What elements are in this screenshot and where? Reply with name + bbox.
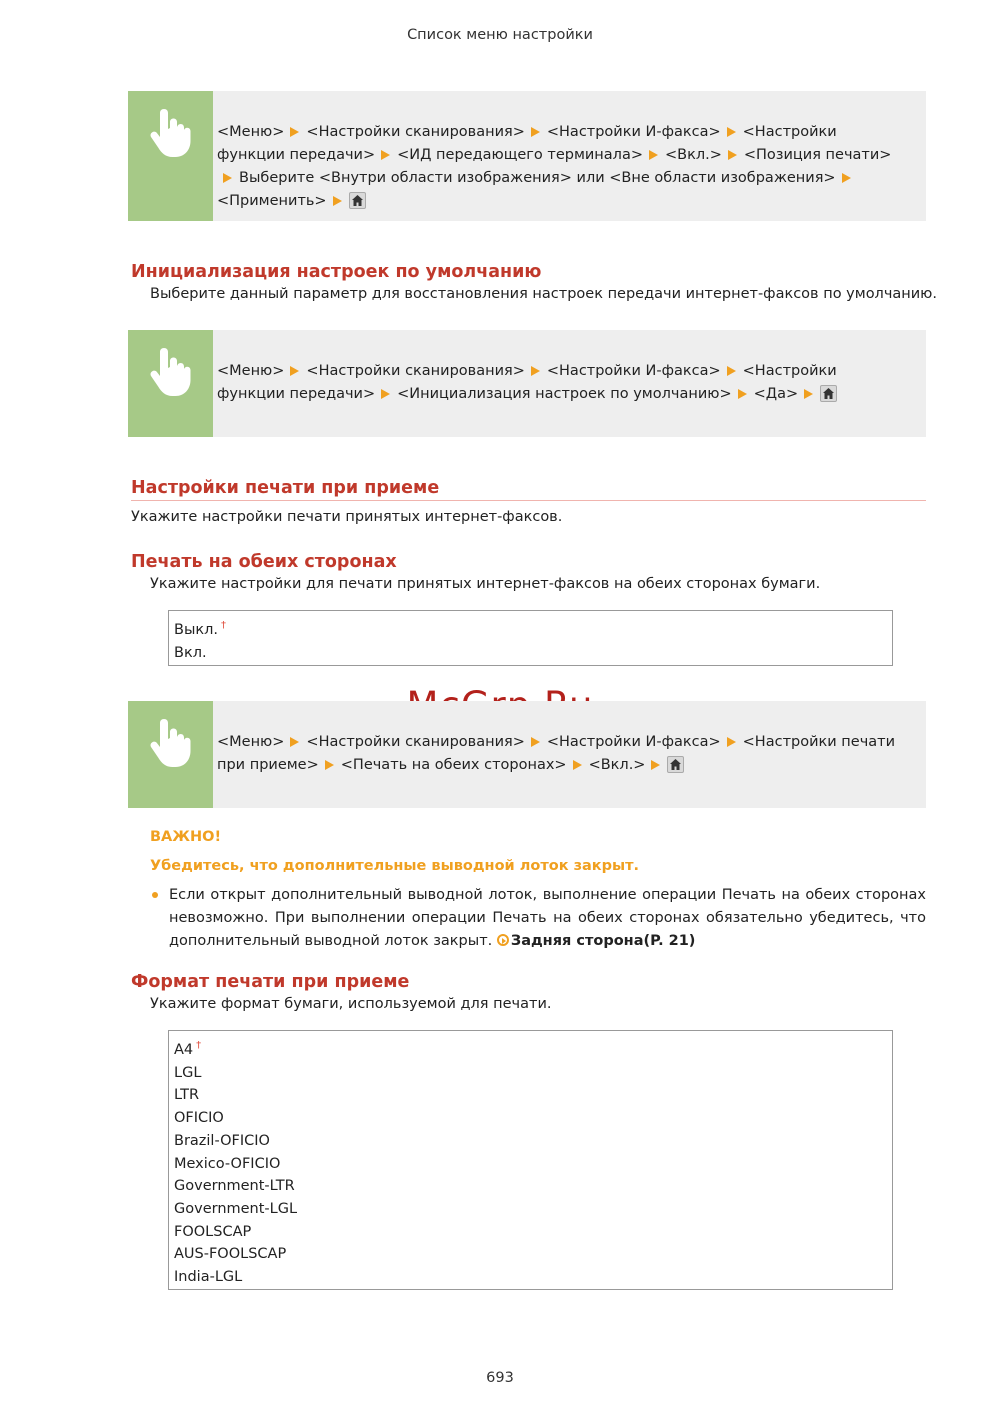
option-item: Government-LGL	[174, 1200, 298, 1217]
arrow-icon	[842, 173, 851, 183]
important-label: ВАЖНО!	[150, 829, 222, 845]
option-item: Выкл. †	[174, 620, 227, 638]
procedure-steps: <Меню> <Настройки сканирования> <Настройки И-факса> <Настройки функции передачи> <ИД передающего терминала> <Вкл.> <Позиция печати>Выберите <Внутри области изображения> или <Вне области изображения><Применить>	[217, 124, 892, 209]
procedure-box-transmit-id	[128, 91, 926, 221]
section-title-init: Инициализация настроек по умолчанию	[131, 262, 542, 282]
section-description-format: Укажите формат бумаги, используемой для печати.	[150, 996, 552, 1012]
arrow-icon	[727, 127, 736, 137]
cross-reference-link[interactable]: Задняя сторона(P. 21)	[497, 933, 696, 949]
section-title-duplex: Печать на обеих сторонах	[131, 552, 397, 572]
option-item: OFICIO	[174, 1110, 224, 1127]
page-number: 693	[486, 1370, 514, 1386]
option-item: LTR	[174, 1087, 200, 1104]
arrow-icon	[727, 366, 736, 376]
option-item: AUS-FOOLSCAP	[174, 1246, 287, 1263]
arrow-icon	[290, 127, 299, 137]
section-title-format: Формат печати при приеме	[131, 972, 410, 992]
arrow-icon	[738, 389, 747, 399]
hand-icon	[128, 91, 213, 221]
link-arrow-icon	[497, 934, 509, 946]
important-text: Если открыт дополнительный выводной лоток, выполнение операции Печать на обеих сторонах невозможно. При выполнении операции Печать на обеих сторонах обязательно убедитесь, что дополнительный выводной лоток закрыт. Задняя сторона(P. 21)	[169, 887, 926, 949]
bullet-icon	[152, 892, 158, 898]
procedure-steps: <Меню> <Настройки сканирования> <Настройки И-факса> <Настройки функции передачи> <Инициализация настроек по умолчанию> <Да>	[217, 363, 837, 402]
arrow-icon	[290, 366, 299, 376]
arrow-icon	[325, 760, 334, 770]
option-item: Mexico-OFICIO	[174, 1155, 281, 1172]
arrow-icon	[381, 389, 390, 399]
arrow-icon	[727, 737, 736, 747]
arrow-icon	[381, 150, 390, 160]
option-item: India-LGL	[174, 1269, 243, 1286]
option-item: A4 †	[174, 1040, 202, 1058]
options-box-duplex	[168, 610, 893, 666]
section-title-print: Настройки печати при приеме	[131, 478, 440, 498]
section-description-duplex: Укажите настройки для печати принятых интернет-факсов на обеих сторонах бумаги.	[150, 576, 821, 592]
procedure-steps: <Меню> <Настройки сканирования> <Настройки И-факса> <Настройки печати при приеме> <Печать на обеих сторонах> <Вкл.>	[217, 734, 896, 773]
procedure-box-init	[128, 330, 926, 437]
home-key-icon	[667, 756, 684, 773]
arrow-icon	[223, 173, 232, 183]
arrow-icon	[531, 127, 540, 137]
default-mark: †	[196, 1040, 202, 1051]
hand-icon	[128, 701, 213, 808]
arrow-icon	[531, 366, 540, 376]
arrow-icon	[333, 196, 342, 206]
arrow-icon	[649, 150, 658, 160]
important-subtitle: Убедитесь, что дополнительные выводной лоток закрыт.	[150, 858, 640, 874]
arrow-icon	[531, 737, 540, 747]
section-description-print: Укажите настройки печати принятых интернет-факсов.	[131, 509, 563, 525]
option-item: FOOLSCAP	[174, 1223, 252, 1240]
arrow-icon	[804, 389, 813, 399]
arrow-icon	[573, 760, 582, 770]
arrow-icon	[728, 150, 737, 160]
option-item: LGL	[174, 1064, 202, 1081]
arrow-icon	[290, 737, 299, 747]
procedure-box-duplex	[128, 701, 926, 808]
arrow-icon	[651, 760, 660, 770]
option-item: Government-LTR	[174, 1178, 295, 1195]
section-description-init: Выберите данный параметр для восстановления настроек передачи интернет-факсов по умолчанию.	[150, 286, 938, 302]
page-header: Список меню настройки	[407, 27, 593, 43]
home-key-icon	[820, 385, 837, 402]
option-item: Вкл.	[174, 644, 207, 661]
home-key-icon	[349, 192, 366, 209]
default-mark: †	[221, 620, 227, 631]
hand-icon	[128, 330, 213, 437]
section-heading-print	[131, 478, 926, 501]
options-box-format	[168, 1030, 893, 1290]
option-item: Brazil-OFICIO	[174, 1132, 270, 1149]
